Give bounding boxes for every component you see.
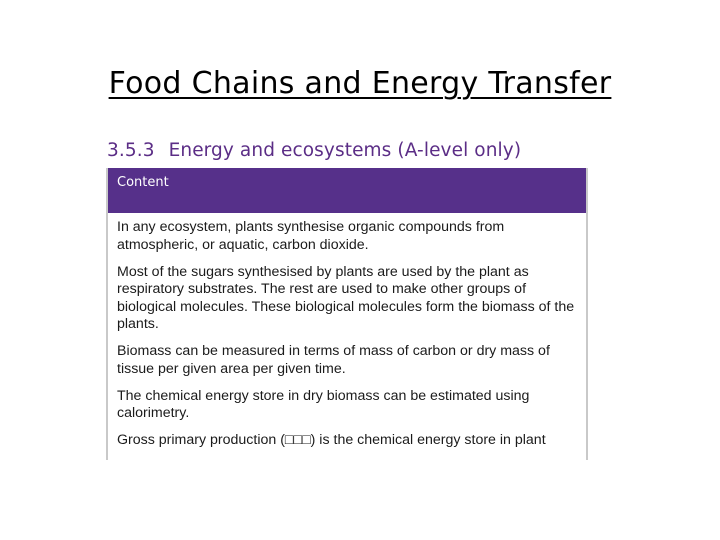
specification-excerpt xyxy=(106,136,588,460)
content-table-body xyxy=(108,213,586,450)
slide-title-text: Food Chains and Energy Transfer xyxy=(108,66,612,101)
content-paragraph: Gross primary production (□□□) is the chemical energy store in plant xyxy=(117,432,546,448)
content-paragraph: Most of the sugars synthesised by plants are used by the plant as respiratory substrates. The rest are used to make other groups of biological molecules. These biological molecules form the biomass of the plants. xyxy=(117,263,575,332)
content-table xyxy=(106,168,588,460)
slide-title xyxy=(0,66,720,101)
section-heading xyxy=(107,140,521,161)
section-title: Energy and ecosystems (A-level only) xyxy=(168,140,522,161)
content-paragraph: Biomass can be measured in terms of mass of carbon or dry mass of tissue per given area per given time. xyxy=(117,343,550,377)
section-number: 3.5.3 xyxy=(107,140,155,161)
content-table-header: Content xyxy=(108,168,586,213)
content-paragraph: The chemical energy store in dry biomass can be estimated using calorimetry. xyxy=(117,387,530,421)
content-paragraph: In any ecosystem, plants synthesise organic compounds from atmospheric, or aquatic, carbon dioxide. xyxy=(117,219,505,253)
